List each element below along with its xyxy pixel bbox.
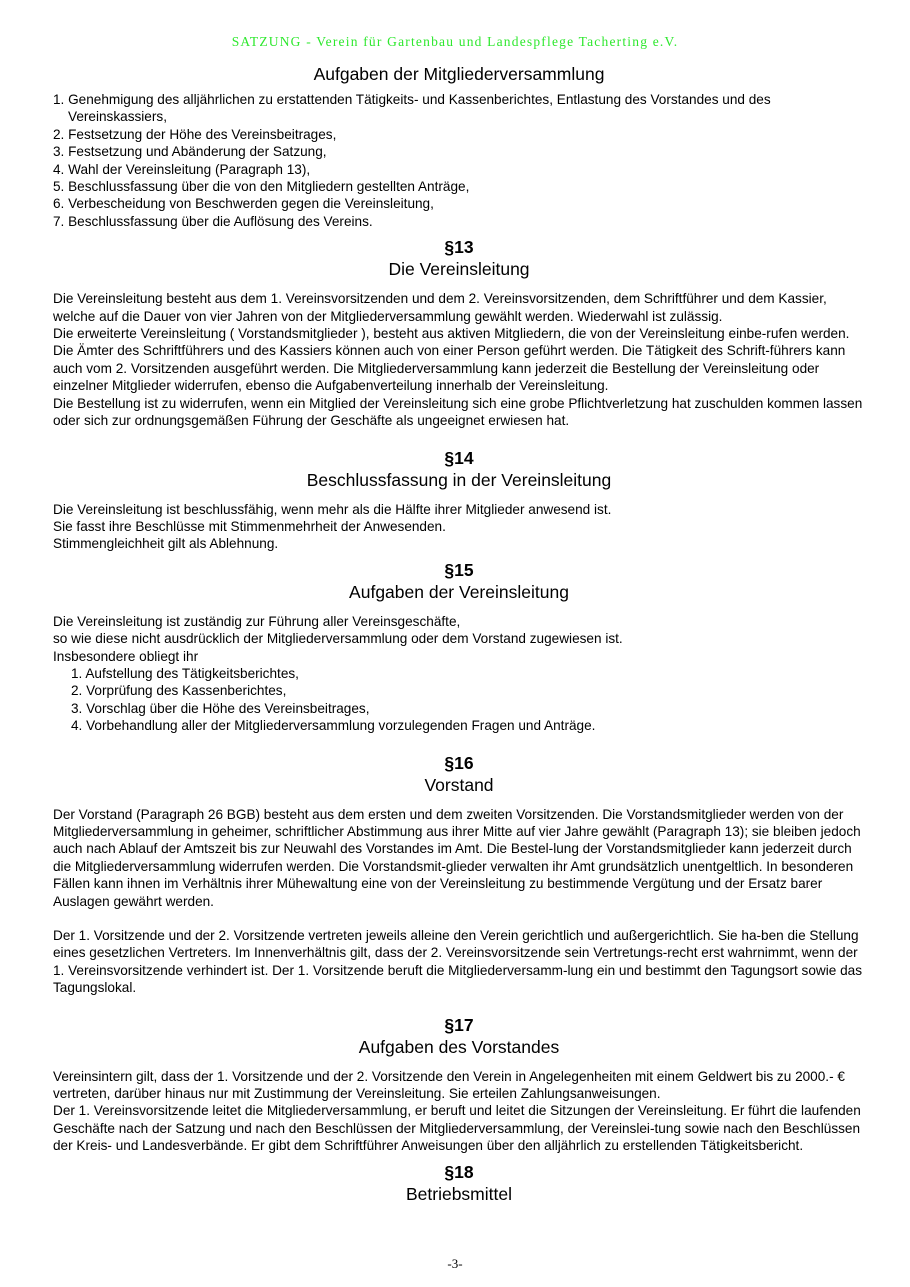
document-body	[53, 63, 865, 1205]
text-line: Stimmengleichheit gilt als Ablehnung.	[53, 536, 279, 552]
paragraph-body-14	[53, 501, 865, 553]
paragraph-number-18: §18	[444, 1161, 474, 1182]
page-header: SATZUNG - Verein für Gartenbau und Landespflege Tacherting e.V.	[231, 34, 679, 49]
paragraph-body-13	[53, 290, 865, 429]
text-paragraph: Der Vorstand (Paragraph 26 BGB) besteht aus dem ersten und dem zweiten Vorsitzenden. Die Vorstandsmitglieder werden von der Mitgliederversammlung in geheimer, schriftlicher Abstimmung aus ihrer Mitte auf vier Jahre gewählt (Paragraph 13); sie bleiben jedoch auch nach Ablauf der Amtszeit bis zur Neuwahl des Vorstandes im Amt. Die Bestel-lung der Vorstandsmitglieder kann jederzeit durch die Mitgliederversammlung widerrufen werden. Die Vorstandsmit-glieder verwalten ihr Amt grundsätzlich unentgeltlich. In besonderen Fällen kann ihnen im Verhältnis ihrer Mühewaltung eine von der Vereinsleitung zu bestimmende Vergütung und der Ersatz barer Auslagen gewährt werden.	[53, 806, 861, 909]
paragraph-number-17: §17	[444, 1014, 474, 1035]
list-item: 6. Verbescheidung von Beschwerden gegen die Vereinsleitung,	[53, 196, 434, 212]
text-line: Die Vereinsleitung ist beschlussfähig, wenn mehr als die Hälfte ihrer Mitglieder anwesend ist.	[53, 501, 612, 517]
paragraph-body-16	[53, 806, 865, 997]
list-item: 4. Wahl der Vereinsleitung (Paragraph 13),	[53, 161, 311, 177]
paragraph-number-14: §14	[444, 447, 474, 468]
text-line: so wie diese nicht ausdrücklich der Mitgliederversammlung oder dem Vorstand zugewiesen ist.	[53, 631, 623, 647]
list-item: 3. Vorschlag über die Höhe des Vereinsbeitrages,	[71, 700, 370, 716]
paragraph-number-13: §13	[444, 237, 474, 258]
text-line: Insbesondere obliegt ihr	[53, 648, 199, 664]
list-item: 3. Festsetzung und Abänderung der Satzung,	[53, 144, 327, 160]
paragraph-body-17	[53, 1068, 865, 1155]
paragraph-body-15	[53, 613, 865, 735]
paragraph-number-15: §15	[444, 559, 474, 580]
paragraph-title-13: Die Vereinsleitung	[388, 259, 530, 280]
text-paragraph: Die erweiterte Vereinsleitung ( Vorstandsmitglieder ), besteht aus aktiven Mitgliedern, die von der Vereinsleitung einbe-rufen werden.	[53, 326, 850, 342]
paragraph-title-18: Betriebsmittel	[405, 1183, 512, 1204]
task-list-15	[53, 665, 865, 735]
paragraph-number-16: §16	[444, 752, 474, 773]
text-paragraph: Vereinsintern gilt, dass der 1. Vorsitzende und der 2. Vorsitzende den Verein in Angelegenheiten mit einem Geldwert bis zu 2000.- € vertreten, darüber hinaus nur mit Zustimmung der Vereinsleitung. Sie erteilen Zahlungsanweisungen.	[53, 1068, 845, 1102]
section-title-mitgliederversammlung: Aufgaben der Mitgliederversammlung	[313, 64, 605, 84]
list-item: 2. Festsetzung der Höhe des Vereinsbeitrages,	[53, 126, 337, 142]
paragraph-title-15: Aufgaben der Vereinsleitung	[349, 581, 569, 602]
text-paragraph: Der 1. Vorsitzende und der 2. Vorsitzende vertreten jeweils alleine den Verein gerichtlich und außergerichtlich. Sie ha-ben die Stellung eines gesetzlichen Vertreters. Im Innenverhältnis gilt, dass der 2. Vereinsvorsitzende sein Vertretungs-recht erst wahrnimmt, wenn der 1. Vereinsvorsitzende verhindert ist. Der 1. Vorsitzende beruft die Mitgliederversamm-lung ein und bestimmt den Tagungsort sowie das Tagungslokal.	[53, 928, 862, 996]
text-line: Sie fasst ihre Beschlüsse mit Stimmenmehrheit der Anwesenden.	[53, 518, 446, 534]
list-item: 1. Genehmigung des alljährlichen zu erstattenden Tätigkeits- und Kassenberichtes, Entlastung des Vorstandes und des Vereinskassiers,	[53, 92, 771, 125]
paragraph-title-16: Vorstand	[424, 774, 494, 795]
mv-task-list	[53, 91, 865, 230]
paragraph-title-14: Beschlussfassung in der Vereinsleitung	[306, 469, 612, 490]
text-paragraph: Die Vereinsleitung besteht aus dem 1. Vereinsvorsitzenden und dem 2. Vereinsvorsitzenden, dem Schriftführer und dem Kassier, welche auf die Dauer von vier Jahren von der Mitgliederversammlung gewählt werden. Wiederwahl ist zulässig.	[53, 291, 827, 324]
list-item: 7. Beschlussfassung über die Auflösung des Vereins.	[53, 213, 373, 229]
list-item: 2. Vorprüfung des Kassenberichtes,	[71, 683, 287, 699]
list-item: 1. Aufstellung des Tätigkeitsberichtes,	[71, 665, 299, 681]
list-item: 5. Beschlussfassung über die von den Mitgliedern gestellten Anträge,	[53, 179, 470, 195]
page-number: -3-	[447, 1256, 463, 1271]
list-item: 4. Vorbehandlung aller der Mitgliederversammlung vorzulegenden Fragen und Anträge.	[71, 718, 596, 734]
paragraph-title-17: Aufgaben des Vorstandes	[358, 1036, 560, 1057]
text-paragraph: Der 1. Vereinsvorsitzende leitet die Mitgliederversammlung, er beruft und leitet die Sitzungen der Vereinsleitung. Er führt die laufenden Geschäfte nach der Satzung und nach den Beschlüssen der Mitgliederversammlung, der Vereinslei-tung sowie nach den Beschlüssen der Kreis- und Landesverbände. Er gibt dem Schriftführer Anweisungen über den alljährlich zu erstellenden Tätigkeitsbericht.	[53, 1103, 861, 1154]
text-paragraph: Die Bestellung ist zu widerrufen, wenn ein Mitglied der Vereinsleitung sich eine grobe Pflichtverletzung hat zuschulden kommen lassen oder sich zur ordnungsgemäßen Führung der Geschäfte als ungeeignet erwiesen hat.	[53, 395, 863, 429]
text-line: Die Vereinsleitung ist zuständig zur Führung aller Vereinsgeschäfte,	[53, 613, 461, 629]
text-paragraph: Die Ämter des Schriftführers und des Kassiers können auch von einer Person geführt werden. Die Tätigkeit des Schrift-führers kann auch vom 2. Vorsitzenden ausgeführt werden. Die Mitgliederversammlung kann jederzeit die Bestellung der Vereinsleitung oder einzelner Mitglieder widerrufen, ebenso die Aufgabenverteilung innerhalb der Vereinsleitung.	[53, 343, 846, 394]
